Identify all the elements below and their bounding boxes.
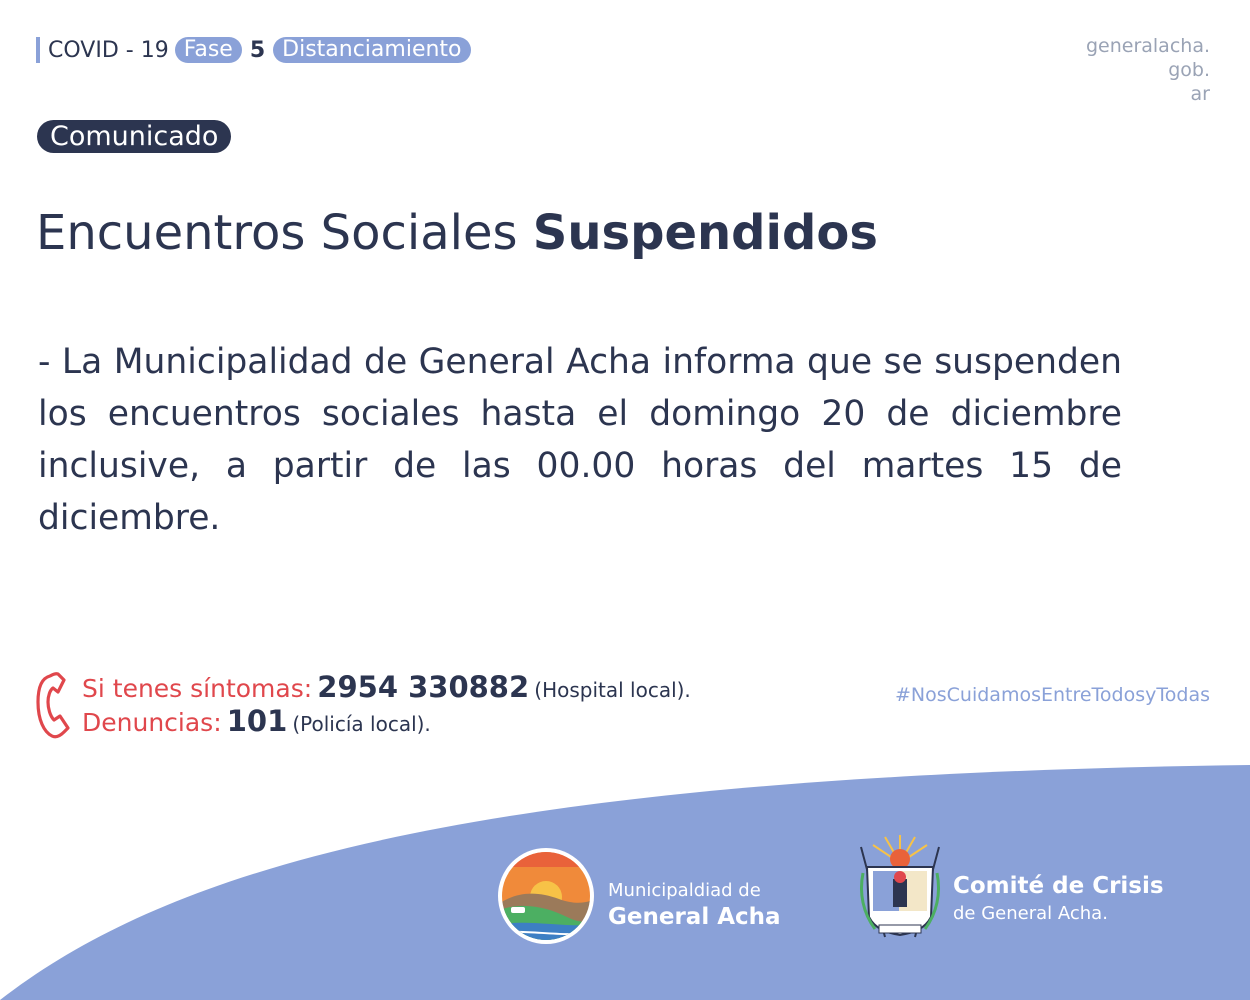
fase-number: 5 <box>249 37 266 63</box>
title-regular: Encuentros Sociales <box>36 205 533 261</box>
complaints-note: (Policía local). <box>292 712 431 736</box>
comite-line-1: Comité de Crisis <box>953 873 1164 899</box>
comite-name <box>953 872 1164 928</box>
symptoms-note: (Hospital local). <box>534 678 691 702</box>
hashtag: #NosCuidamosEntreTodosyTodas <box>895 684 1210 706</box>
announcement-text: - La Municipalidad de General Acha informa que se suspenden los encuentros sociales hasta el domingo 20 de diciembre inclusive, a partir de las 00.00 horas del martes 15 de diciembre. <box>38 342 1122 538</box>
symptoms-label: Si tenes síntomas: <box>82 674 313 703</box>
comunicado-badge: Comunicado <box>37 120 231 153</box>
muni-line-2: General Acha <box>608 904 781 930</box>
complaints-number: 101 <box>226 704 288 738</box>
site-line-2: gob. <box>1168 59 1210 81</box>
muni-line-1: Municipaldiad de <box>608 880 761 901</box>
comite-line-2: de General Acha. <box>953 903 1108 924</box>
site-line-3: ar <box>1190 83 1210 105</box>
covid-label: COVID - 19 <box>48 37 169 63</box>
symptoms-number: 2954 330882 <box>317 670 530 704</box>
coat-of-arms-icon <box>855 833 945 941</box>
title-bold: Suspendidos <box>532 205 878 261</box>
municipality-name <box>608 878 781 930</box>
stage-pill: Distanciamiento <box>273 37 470 63</box>
site-line-1: generalacha. <box>1085 35 1210 57</box>
fase-pill: Fase <box>175 37 242 63</box>
complaints-label: Denuncias: <box>82 708 222 737</box>
municipality-logo-icon <box>497 847 595 945</box>
